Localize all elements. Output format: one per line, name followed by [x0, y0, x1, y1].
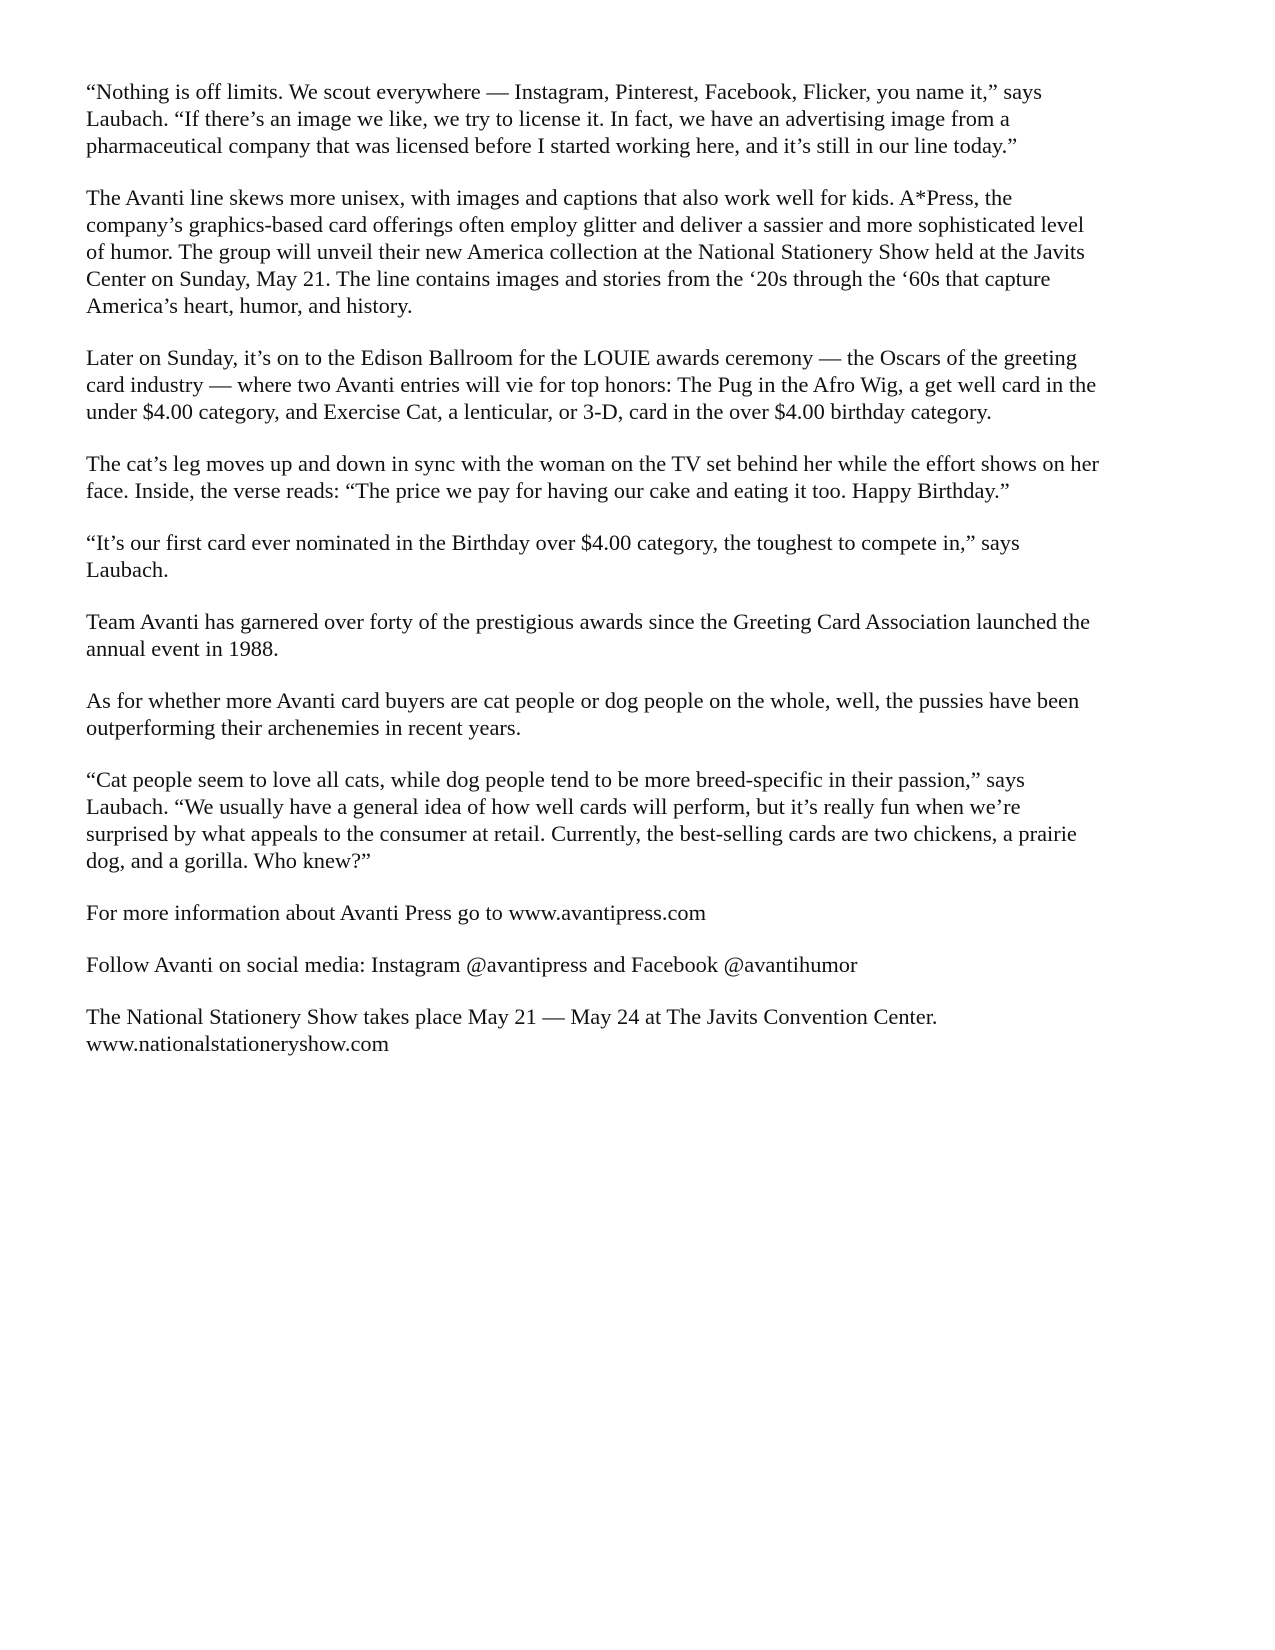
- text-line: As for whether more Avanti card buyers are cat people or dog people on the whole, well, the pussies have been: [86, 688, 1080, 713]
- paragraph-louie-awards: [86, 344, 1216, 425]
- text-line: America’s heart, humor, and history.: [86, 293, 413, 318]
- text-line: The cat’s leg moves up and down in sync with the woman on the TV set behind her while the effort shows on her: [86, 451, 1099, 476]
- text-line: www.nationalstationeryshow.com: [86, 1031, 390, 1056]
- text-line: outperforming their archenemies in recent years.: [86, 715, 522, 740]
- text-line: “It’s our first card ever nominated in the Birthday over $4.00 category, the toughest to compete in,” says: [86, 530, 1020, 555]
- text-line: annual event in 1988.: [86, 636, 279, 661]
- text-line: Team Avanti has garnered over forty of the prestigious awards since the Greeting Card Association launched the: [86, 609, 1091, 634]
- text-line: The Avanti line skews more unisex, with images and captions that also work well for kids. A*Press, the: [86, 185, 1013, 210]
- text-line: face. Inside, the verse reads: “The price we pay for having our cake and eating it too. Happy Birthday.”: [86, 478, 1010, 503]
- paragraph-team-awards: [86, 608, 1216, 662]
- text-line: “Nothing is off limits. We scout everywhere — Instagram, Pinterest, Facebook, Flicker, you name it,” says: [86, 79, 1042, 104]
- text-line: Laubach. “We usually have a general idea of how well cards will perform, but it’s really fun when we’re: [86, 794, 1021, 819]
- text-line: The National Stationery Show takes place May 21 — May 24 at The Javits Convention Center.: [86, 1004, 938, 1029]
- paragraph-laubach-quote-scouting: [86, 78, 1216, 159]
- text-line: Laubach.: [86, 557, 169, 582]
- document-page: [86, 78, 1216, 1082]
- text-line: Center on Sunday, May 21. The line contains images and stories from the ‘20s through the ‘60s that capture: [86, 266, 1051, 291]
- text-line: of humor. The group will unveil their new America collection at the National Stationery Show held at the Javits: [86, 239, 1085, 264]
- text-line: company’s graphics-based card offerings often employ glitter and deliver a sassier and more sophisticated level: [86, 212, 1085, 237]
- paragraph-first-nomination: [86, 529, 1216, 583]
- text-line: card industry — where two Avanti entries will vie for top honors: The Pug in the Afro Wig, a get well card in the: [86, 372, 1097, 397]
- paragraph-more-info: [86, 899, 1216, 926]
- paragraph-social-media: [86, 951, 1216, 978]
- paragraph-laubach-quote-cats: [86, 766, 1216, 874]
- text-line: dog, and a gorilla. Who knew?”: [86, 848, 371, 873]
- paragraph-exercise-cat: [86, 450, 1216, 504]
- text-line: Laubach. “If there’s an image we like, we try to license it. In fact, we have an advertising image from a: [86, 106, 1010, 131]
- text-line: surprised by what appeals to the consumer at retail. Currently, the best-selling cards are two chickens, a prairie: [86, 821, 1077, 846]
- text-line: under $4.00 category, and Exercise Cat, a lenticular, or 3-D, card in the over $4.00 birthday category.: [86, 399, 992, 424]
- text-line: pharmaceutical company that was licensed before I started working here, and it’s still in our line today.”: [86, 133, 1018, 158]
- paragraph-cat-vs-dog: [86, 687, 1216, 741]
- paragraph-stationery-show: [86, 1003, 1216, 1057]
- text-line: “Cat people seem to love all cats, while dog people tend to be more breed-specific in their passion,” says: [86, 767, 1025, 792]
- paragraph-avanti-line: [86, 184, 1216, 319]
- text-line: Follow Avanti on social media: Instagram @avantipress and Facebook @avantihumor: [86, 952, 858, 977]
- text-line: For more information about Avanti Press go to www.avantipress.com: [86, 900, 706, 925]
- text-line: Later on Sunday, it’s on to the Edison Ballroom for the LOUIE awards ceremony — the Oscars of the greeting: [86, 345, 1077, 370]
